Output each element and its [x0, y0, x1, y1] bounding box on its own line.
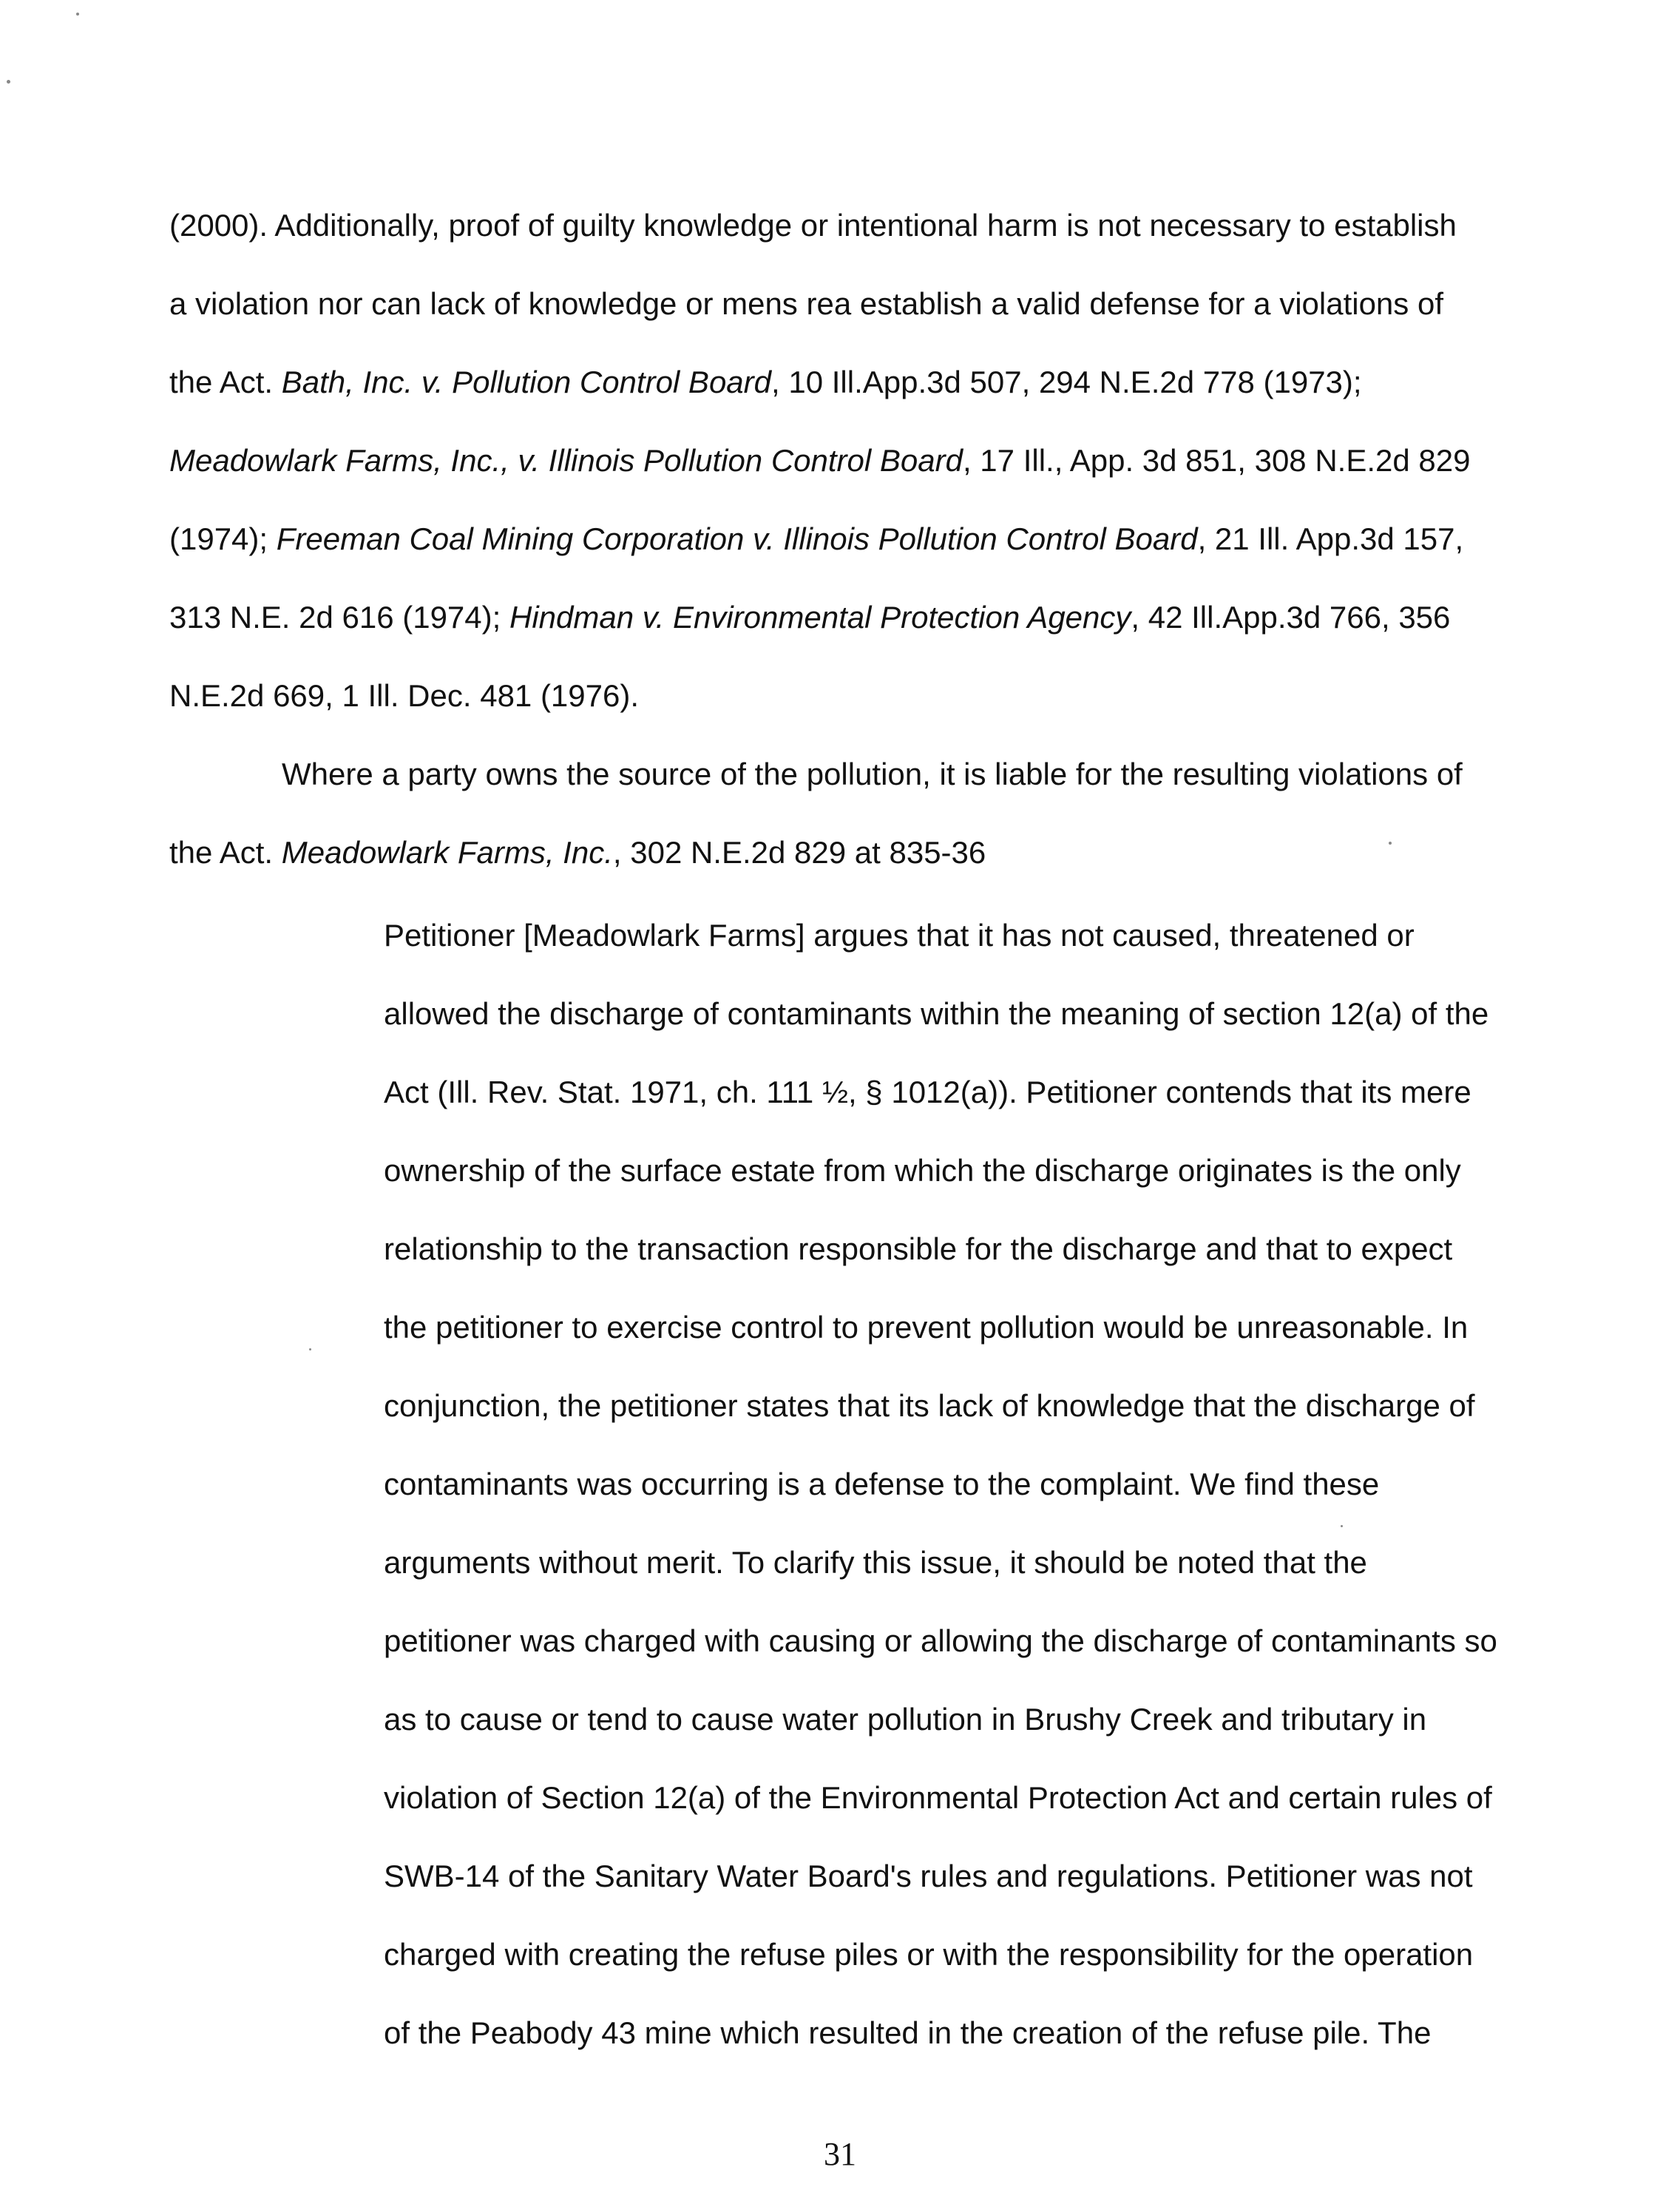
text-line — [384, 1210, 1626, 1288]
scan-speck — [7, 80, 10, 84]
text-run: Where a party owns the source of the pollution, it is liable for the resulting violations of — [282, 757, 1463, 791]
text-run: Petitioner [Meadowlark Farms] argues that it has not caused, threatened or — [384, 918, 1415, 953]
scan-speck — [1341, 1525, 1343, 1527]
text-line — [384, 1132, 1626, 1210]
text-run: , 21 Ill. App.3d 157, — [1197, 521, 1464, 556]
text-line — [169, 422, 1611, 500]
text-line — [384, 1759, 1626, 1837]
text-run: N.E.2d 669, 1 Ill. Dec. 481 (1976). — [169, 678, 640, 713]
text-run: of the Peabody 43 mine which resulted in the creation of the refuse pile. The — [384, 2015, 1432, 2050]
block-quote — [384, 896, 1626, 2072]
text-run: the Act. — [169, 835, 282, 870]
text-run: relationship to the transaction responsible for the discharge and that to expect — [384, 1231, 1453, 1266]
text-run: contaminants was occurring is a defense to the complaint. We find these — [384, 1467, 1380, 1501]
case-citation: Meadowlark Farms, Inc., v. Illinois Pollution Control Board — [169, 443, 963, 478]
text-line — [169, 265, 1611, 343]
text-line — [384, 1524, 1626, 1602]
text-line — [384, 1367, 1626, 1445]
text-run: (1974); — [169, 521, 277, 556]
scan-speck — [76, 13, 79, 16]
text-line — [169, 578, 1611, 657]
text-line — [384, 1445, 1626, 1524]
text-line — [384, 1680, 1626, 1759]
text-line — [384, 1916, 1626, 1994]
ownership-paragraph — [169, 735, 1611, 892]
scan-speck — [309, 1348, 311, 1350]
text-run: (2000). Additionally, proof of guilty knowledge or intentional harm is not necessary to establish — [169, 208, 1457, 243]
text-run: SWB-14 of the Sanitary Water Board's rules and regulations. Petitioner was not — [384, 1859, 1473, 1893]
text-run: conjunction, the petitioner states that its lack of knowledge that the discharge of — [384, 1388, 1475, 1423]
text-run: charged with creating the refuse piles or with the responsibility for the operation — [384, 1937, 1474, 1972]
text-run: ownership of the surface estate from which the discharge originates is the only — [384, 1153, 1461, 1188]
text-line — [384, 1288, 1626, 1367]
text-run: Act (Ill. Rev. Stat. 1971, ch. 111 ½, § 1012(a)). Petitioner contends that its mere — [384, 1075, 1471, 1109]
case-citation: Freeman Coal Mining Corporation v. Illinois Pollution Control Board — [276, 521, 1198, 556]
text-line — [169, 186, 1611, 265]
text-line — [384, 975, 1626, 1053]
continued-paragraph — [169, 186, 1611, 735]
text-line — [384, 1053, 1626, 1132]
page-number: 31 — [824, 2136, 856, 2172]
case-citation: Bath, Inc. v. Pollution Control Board — [281, 365, 772, 399]
text-line — [384, 1602, 1626, 1680]
text-run: 313 N.E. 2d 616 (1974); — [169, 600, 509, 635]
text-run: violation of Section 12(a) of the Environmental Protection Act and certain rules of — [384, 1780, 1492, 1815]
text-run: , 17 Ill., App. 3d 851, 308 N.E.2d 829 — [962, 443, 1471, 478]
text-line — [384, 1994, 1626, 2072]
text-run: , 42 Ill.App.3d 766, 356 — [1131, 600, 1451, 635]
case-citation: Meadowlark Farms, Inc. — [281, 835, 613, 870]
text-run: as to cause or tend to cause water pollution in Brushy Creek and tributary in — [384, 1702, 1427, 1737]
text-line — [384, 1837, 1626, 1916]
text-line — [384, 896, 1626, 975]
text-run: , 10 Ill.App.3d 507, 294 N.E.2d 778 (1973); — [771, 365, 1362, 399]
text-run: the petitioner to exercise control to prevent pollution would be unreasonable. In — [384, 1310, 1469, 1345]
text-run: allowed the discharge of contaminants within the meaning of section 12(a) of the — [384, 996, 1489, 1031]
case-citation: Hindman v. Environmental Protection Agency — [509, 600, 1131, 635]
text-line — [169, 500, 1611, 578]
text-line — [169, 657, 1611, 735]
text-line — [169, 814, 1611, 892]
scan-speck — [1389, 842, 1392, 845]
text-run: a violation nor can lack of knowledge or mens rea establish a valid defense for a violations of — [169, 286, 1443, 321]
text-run: arguments without merit. To clarify this issue, it should be noted that the — [384, 1545, 1367, 1580]
text-run: , 302 N.E.2d 829 at 835-36 — [612, 835, 986, 870]
text-line — [169, 343, 1611, 422]
text-line — [169, 735, 1611, 814]
text-run: the Act. — [169, 365, 282, 399]
text-run: petitioner was charged with causing or allowing the discharge of contaminants so — [384, 1623, 1497, 1658]
